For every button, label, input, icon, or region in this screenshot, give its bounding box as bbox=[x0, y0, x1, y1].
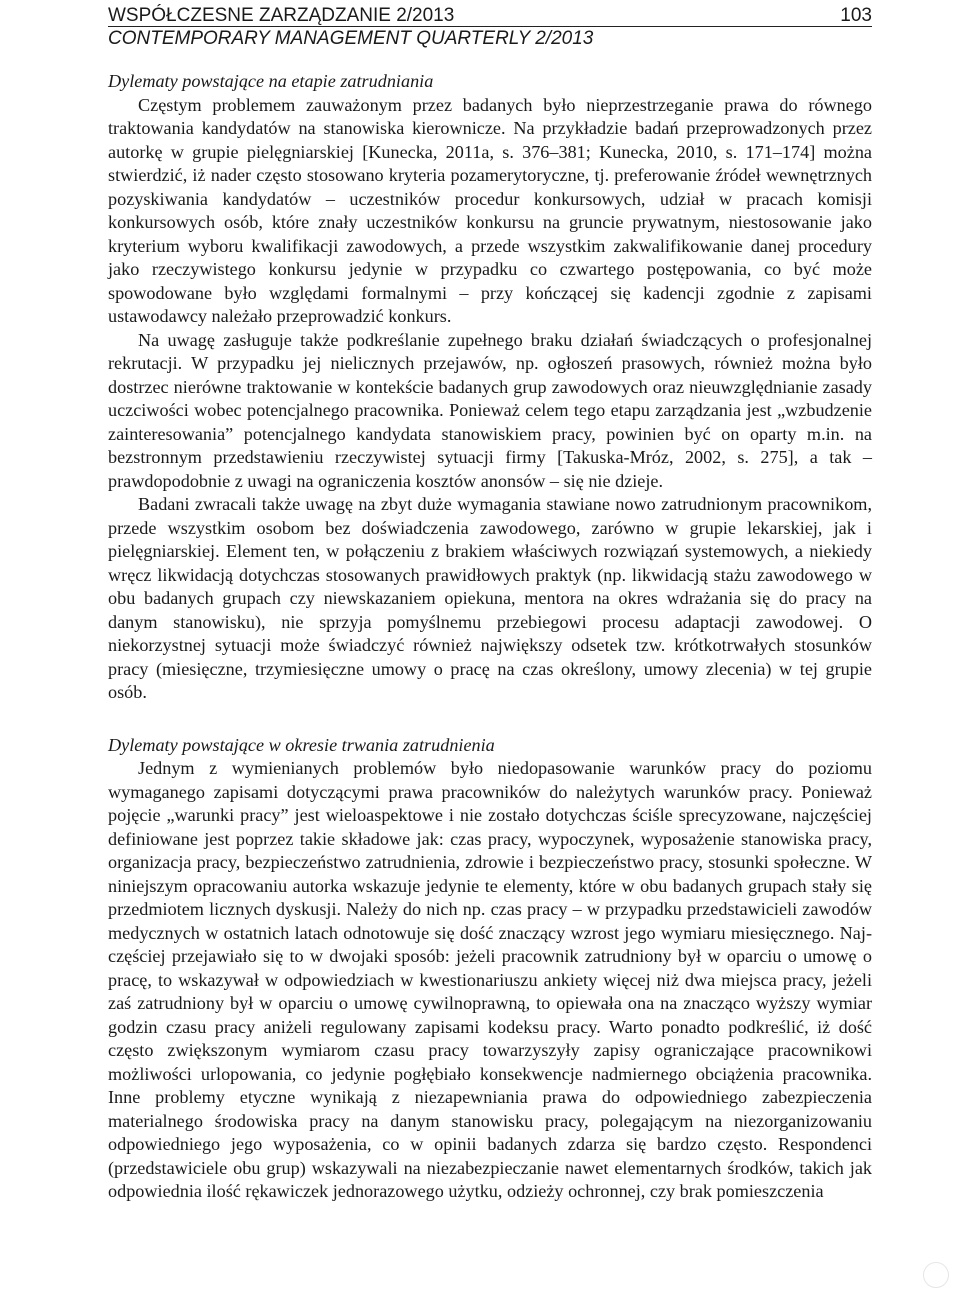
watermark-icon bbox=[923, 1262, 949, 1288]
running-header bbox=[108, 4, 872, 50]
paragraph: Jednym z wymienianych problemów było niedopasowanie warunków pracy do poziomu wymaganego zapisami dotyczącymi prawa pracowników do należytych warunków pracy. Ponieważ pojęcie „warunki pracy” jest wieloaspektowe i nie zostało dotychczas ściśle sprecyzowane, najczęściej definiowane jest poprzez takie składowe jak: czas pracy, wypoczynek, wyposażenie stanowiska pracy, organizacja pracy, bezpieczeństwo zatrudnienia, zdrowie i bezpieczeństwo pracy, stosunki społeczne. W niniejszym opracowaniu autorka wskazuje jedynie te elementy, które w obu badanych grupach stały się przedmiotem licznych dyskusji. Należy do nich np. czas pracy – w przypadku przedstawicieli zawodów medycznych w ostatnich latach odnotowuje się dość znaczący wzrost jego wymiaru miesięcznego. Najczęściej przejawiało się to w dwojaki sposób: jeżeli pracownik zatrudniony był w oparciu o umowę o pracę, to wskazywał w odpowiedziach w kwestionariuszu ankiety więcej niż dwa miejsca pracy, jeżeli zaś zatrudniony był w oparciu o umowę cywilnoprawną, to opiewała ona na znacząco wyższy wymiar godzin czasu pracy aniżeli regulowany zapisami kodeksu pracy. Warto ponadto podkreślić, iż dość często zwiększonym wymiarom czasu pracy towarzyszyły zapisy ograniczające pracownikowi możliwości urlopowania, co jedynie pogłębiało konsekwencje nadmiernego obciążenia pracownika. Inne problemy etyczne wynikają z niezapewniania prawa do odpowiedniego zabezpieczenia materialnego środowiska pracy na danym stanowisku pracy, polegającym na niezorganizowaniu odpowiedniego jego wyposażenia, co w opinii badanych zdarza się bardzo często. Respondenci (przedstawiciele obu grup) wskazywali na niezabezpieczanie nawet elementarnych środków, takich jak odpowiednia ilość rękawiczek jednorazowego użytku, odzieży ochronnej, czy brak pomieszczenia bbox=[108, 758, 872, 1201]
paragraph: Badani zwracali także uwagę na zbyt duże wymagania stawiane nowo zatrudnionym pracownikom, przede wszystkim osobom bez doświadczenia zawodowego, zarówno w grupie lekarskiej, jak i pielęgniarskiej. Element ten, w połączeniu z brakiem właściwych rozwiązań systemowych, a niekiedy wręcz likwidacją dotychczas stosowanych prawidłowych praktyk (np. likwidacją stażu zawodowego w obu badanych grupach czy niewskazaniem opiekuna, mentora na okres wdrażania się do pracy na danym stanowisku), nie sprzyja pomyślnemu przebiegowi procesu adaptacji zawodowej. O niekorzystnej sytuacji może świadczyć również największy odsetek tzw. krótkotrwałych stosunków pracy (miesięczne, trzymiesięczne umowy o pracę na czas określony, umowy zlecenia) w tej grupie osób. bbox=[108, 494, 872, 702]
section-heading: Dylematy powstające w okresie trwania zatrudnienia bbox=[108, 734, 495, 755]
section-spacer bbox=[108, 705, 872, 734]
article-body bbox=[108, 70, 872, 1204]
header-rule bbox=[108, 26, 872, 27]
page-number: 103 bbox=[840, 5, 872, 26]
journal-title-pl: WSPÓŁCZESNE ZARZĄDZANIE 2/2013 bbox=[108, 5, 455, 26]
journal-title-en: CONTEMPORARY MANAGEMENT QUARTERLY 2/2013 bbox=[108, 28, 594, 49]
paragraph: Częstym problemem zauważonym przez badanych było nieprzestrzeganie prawa do równego traktowania kandydatów na stanowiska kierownicze. Na przykładzie badań przeprowadzonych przez autorkę w grupie pielęgniarskiej [Kunecka, 2011a, s. 376–381; Kunecka, 2010, s. 171–174] można stwierdzić, iż nader często stosowano kryteria pozamerytoryczne, tj. preferowanie źródeł wewnętrznych pozyskiwania kandydatów – uczestników procedur konkursowych, udział w pracach komisji konkursowych osób, które znały uczestników konkursu na gruncie prywatnym, niestosowanie jako kryterium wyboru kwalifikacji zawodowych, a przede wszystkim zakwalifikowanie danej procedury jako rzeczywistego konkursu jedynie w przypadku co czwartego postępowania, co być może spowodowane było względami formalnymi – przy kończącej się kadencji zgodnie z zapisami ustawodawcy należało przeprowadzić konkurs. bbox=[108, 94, 872, 326]
section-heading: Dylematy powstające na etapie zatrudniania bbox=[108, 71, 434, 91]
paragraph: Na uwagę zasługuje także podkreślanie zupełnego braku działań świadczących o profesjonalnej rekrutacji. W przypadku jej nielicznych przejawów, np. ogłoszeń prasowych, również można było dostrzec nierówne traktowanie w kontekście badanych grup zawodowych oraz nieuwzględnianie zasady uczciwości wobec potencjalnego pracownika. Ponieważ celem tego etapu zarządzania jest „wzbudzenie zainteresowania” potencjalnego kandydata stanowiskiem pracy, powinien być on oparty m.in. na bezstronnym przedstawieniu rzeczywistej sytuacji firmy [Takuska-Mróz, 2002, s. 275], a tak – prawdopodobnie z uwagi na ograniczenia kosztów anonsów – się nie dzieje. bbox=[108, 329, 872, 491]
